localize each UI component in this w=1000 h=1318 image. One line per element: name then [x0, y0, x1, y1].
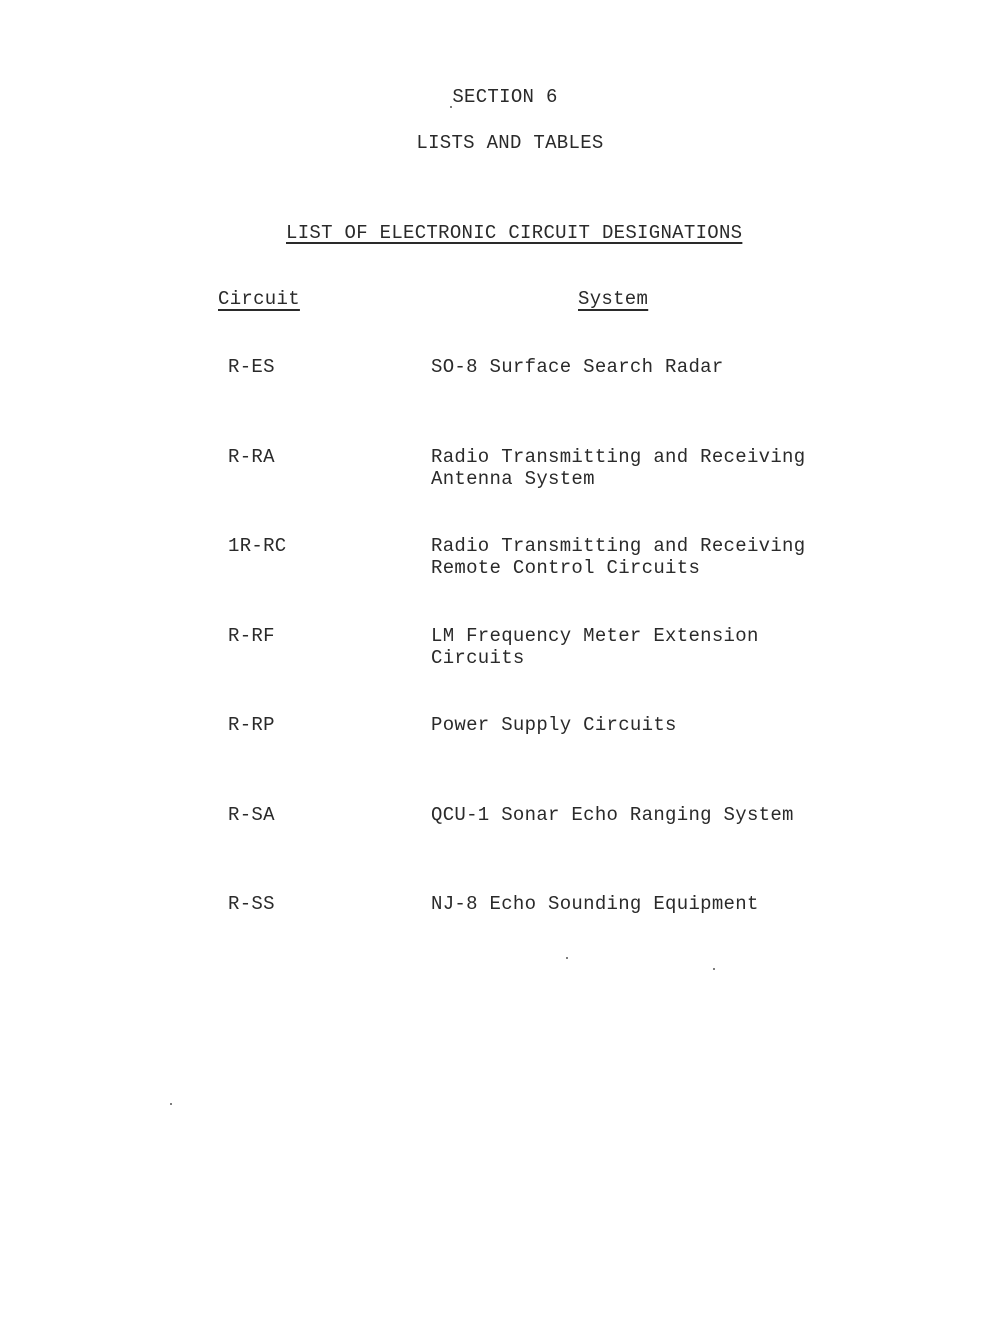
scan-speck	[450, 106, 452, 108]
column-header-system: System	[578, 288, 649, 310]
circuit-code: R-RP	[228, 714, 275, 736]
system-line: Circuits	[431, 647, 525, 669]
system-line: SO-8 Surface Search Radar	[431, 356, 724, 378]
system-description	[431, 535, 871, 579]
system-description	[431, 804, 871, 826]
system-line: Antenna System	[431, 468, 595, 490]
circuit-code: R-SS	[228, 893, 275, 915]
system-line: Remote Control Circuits	[431, 557, 701, 579]
system-description	[431, 446, 871, 490]
scan-speck	[566, 957, 568, 959]
scan-speck	[713, 968, 715, 970]
system-line: QCU-1 Sonar Echo Ranging System	[431, 804, 794, 826]
scan-speck	[170, 1103, 172, 1105]
system-line: Power Supply Circuits	[431, 714, 677, 736]
system-description	[431, 714, 871, 736]
system-line: NJ-8 Echo Sounding Equipment	[431, 893, 759, 915]
system-line: LM Frequency Meter Extension	[431, 625, 759, 647]
system-description	[431, 893, 871, 915]
section-subtitle: LISTS AND TABLES	[416, 132, 604, 154]
list-title: LIST OF ELECTRONIC CIRCUIT DESIGNATIONS	[286, 222, 743, 244]
system-line: Radio Transmitting and Receiving	[431, 535, 806, 557]
circuit-code: R-SA	[228, 804, 275, 826]
system-description	[431, 625, 871, 669]
circuit-code: R-RF	[228, 625, 275, 647]
circuit-code: 1R-RC	[228, 535, 287, 557]
system-line: Radio Transmitting and Receiving	[431, 446, 806, 468]
section-title: SECTION 6	[452, 86, 558, 108]
circuit-code: R-RA	[228, 446, 275, 468]
circuit-code: R-ES	[228, 356, 275, 378]
column-header-circuit: Circuit	[218, 288, 300, 310]
system-description	[431, 356, 871, 378]
